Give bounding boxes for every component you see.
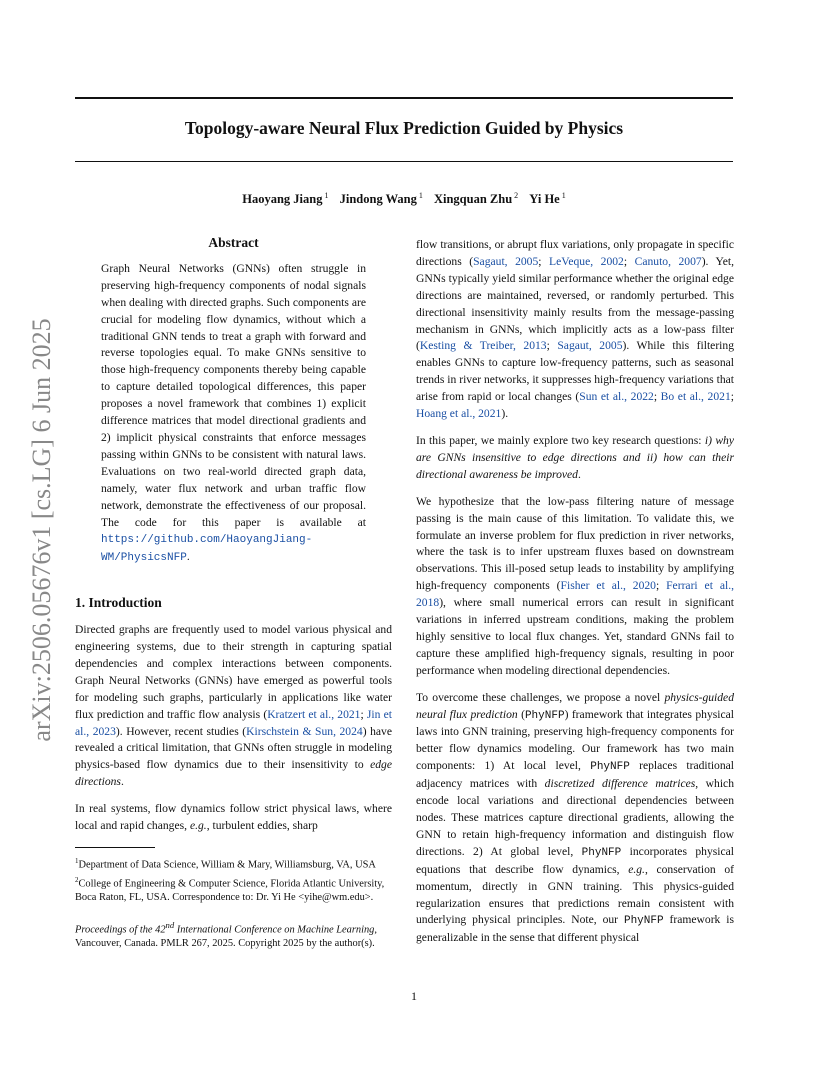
author: Haoyang Jiang $^1$ [242,191,329,207]
right-paragraph-3: We hypothesize that the low-pass filtering nature of message passing is the main cause of this limitation. To validate this, we formulate an inverse problem for flux prediction in river networks, where the task is to infer upstream fluxes based on downstream observations. This ill-posed setup leads to instability by amplifying high-frequency components (Fisher et al., 2020; Ferrari et al., 2018), where small numerical errors can result in significant variations in inferred upstream conditions, making the problem highly sensitive to local flux changes. Yet, standard GNNs fail to capture these amplified high-frequency signals, resulting in poor performance when modeling directional dependencies. [416,494,734,677]
citation-link[interactable]: Fisher et al., 2020 [560,579,656,593]
intro-paragraph-1: Directed graphs are frequently used to model various physical and engineering systems, due to their strength in capturing spatial dependencies and complex interactions between components. Graph Neural Networks (GNNs) have emerged as powerful tools for modeling such graphs, particularly in applications like water flux prediction and traffic flow analysis (Kratzert et al., 2021; Jin et al., 2023). However, recent studies (Kirschstein & Sun, 2024) have revealed a critical limitation, that GNNs often struggle in modeling physics-based flow dynamics due to their insensitivity to edge directions. [75,623,393,789]
citation-link[interactable]: Ferrari et al., 2018 [416,579,734,610]
citation-link[interactable]: LeVeque, 2002 [549,254,624,268]
arxiv-identifier: arXiv:2506.05676v1 [cs.LG] 6 Jun 2025 [27,318,56,742]
footnote-rule [75,847,155,848]
left-column [75,235,392,951]
citation-link[interactable]: Hoang et al., 2021 [416,407,502,421]
page-number: 1 [411,989,417,1003]
right-paragraph-4: To overcome these challenges, we propose a novel physics-guided neural flux prediction (PhyNFP) framework that integrates physical laws into GNN training, preserving high-frequency components for better flow dynamics modeling. Our framework has two main components: 1) At local level, PhyNFP replaces traditional adjacency matrices with discretized difference matrices, which encode local variations and directional dependencies between nodes. These matrices capture directional gradients, allowing the GNN to retain high-frequency information and distinguish flow directions. 2) At global level, PhyNFP incorporates physical equations that describe flow dynamics, e.g., conservation of momentum, directly in GNN training. This physics-guided regularization ensures that predictions remain consistent with underlying physical principles. Note, our PhyNFP framework is generalizable in the sense that different physical [416,690,735,945]
code-term: PhyNFP [590,761,630,774]
citation-link[interactable]: Sagaut, 2005 [473,254,539,268]
author: Yi He $^1$ [529,191,566,207]
author: Jindong Wang $^1$ [339,191,423,207]
code-term: PhyNFP [581,846,622,859]
citation-link[interactable]: Kratzert et al., 2021 [267,707,361,721]
citation-link[interactable]: Kirschstein & Sun, 2024 [246,724,363,738]
title-bottom-rule [75,161,733,162]
proceedings-note: Proceedings of the 42nd International Conference on Machine Learning, Vancouver, Canada. PMLR 267, 2025. Copyright 2025 by the author(s). [75,919,377,950]
top-rule [75,97,733,99]
code-term: PhyNFP [524,709,565,722]
paper-title: Topology-aware Neural Flux Prediction Guided by Physics [184,118,624,138]
author-list [75,191,733,207]
right-paragraph-2: In this paper, we mainly explore two key research questions: i) why are GNNs insensitive to edge directions and ii) how can their directional awareness be improved. [416,433,735,481]
right-column [416,237,734,957]
citation-link[interactable]: Sagaut, 2005 [557,339,623,353]
citation-link[interactable]: Canuto, 2007 [634,254,702,268]
abstract-heading: Abstract [208,235,259,250]
affiliation-footnote: $^1$Department of Data Science, William & Mary, Williamsburg, VA, USA $^2$College of Engineering & Computer Science, Florida Atlantic University, Boca Raton, FL, USA. Correspondence to: Dr. Yi He <yihe@wm.edu>. [75,857,385,904]
intro-paragraph-2: In real systems, flow dynamics follow strict physical laws, where local and rapid changes, e.g., turbulent eddies, sharp [75,802,392,833]
code-url-link[interactable]: https://github.com/HaoyangJiang-WM/PhysicsNFP [101,534,313,565]
citation-link[interactable]: Bo et al., 2021 [660,390,731,404]
citation-link[interactable]: Sun et al., 2022 [579,390,654,404]
citation-link[interactable]: Kesting & Treiber, 2013 [419,339,547,353]
right-paragraph-1: flow transitions, or abrupt flux variations, only propagate in specific directions (Sagaut, 2005; LeVeque, 2002; Canuto, 2007). Yet, GNNs typically yield similar performance whether the original edge directions are maintained, reversed, or randomly perturbed. This directional insensitivity mainly results from the message-passing mechanism in GNNs, which implicitly acts as a low-pass filter (Kesting & Treiber, 2013; Sagaut, 2005). While this filtering enables GNNs to capture low-frequency patterns, such as seasonal trends in river networks, it suppresses high-frequency variations that arise from rapid or local changes (Sun et al., 2022; Bo et al., 2021; Hoang et al., 2021). [416,238,735,421]
citation-link[interactable]: Jin et al., 2023 [75,707,393,738]
abstract-body: Graph Neural Networks (GNNs) often struggle in preserving high-frequency components of nodal signals when dealing with directed graphs. Such components are crucial for modeling flow dynamics, without which a traditional GNN tends to treat a graph with forward and reverse topologies equal. To make GNNs sensitive to those high-frequency components thereby being capable to capture detailed topological differences, this paper proposes a novel framework that combines 1) explicit difference matrices that model directional gradients and 2) implicit physical constraints that enforce messages passing within GNNs to be consistent with natural laws. Evaluations on two real-world directed graph data, namely, water flux network and urban traffic flow network, demonstrate the effectiveness of our proposal. The code for this paper is available at https://github.com/HaoyangJiang-WM/PhysicsNFP. [101,261,366,565]
code-term: PhyNFP [623,915,664,928]
section-heading-introduction: 1. Introduction [75,595,162,611]
author: Xingquan Zhu $^2$ [433,191,519,207]
